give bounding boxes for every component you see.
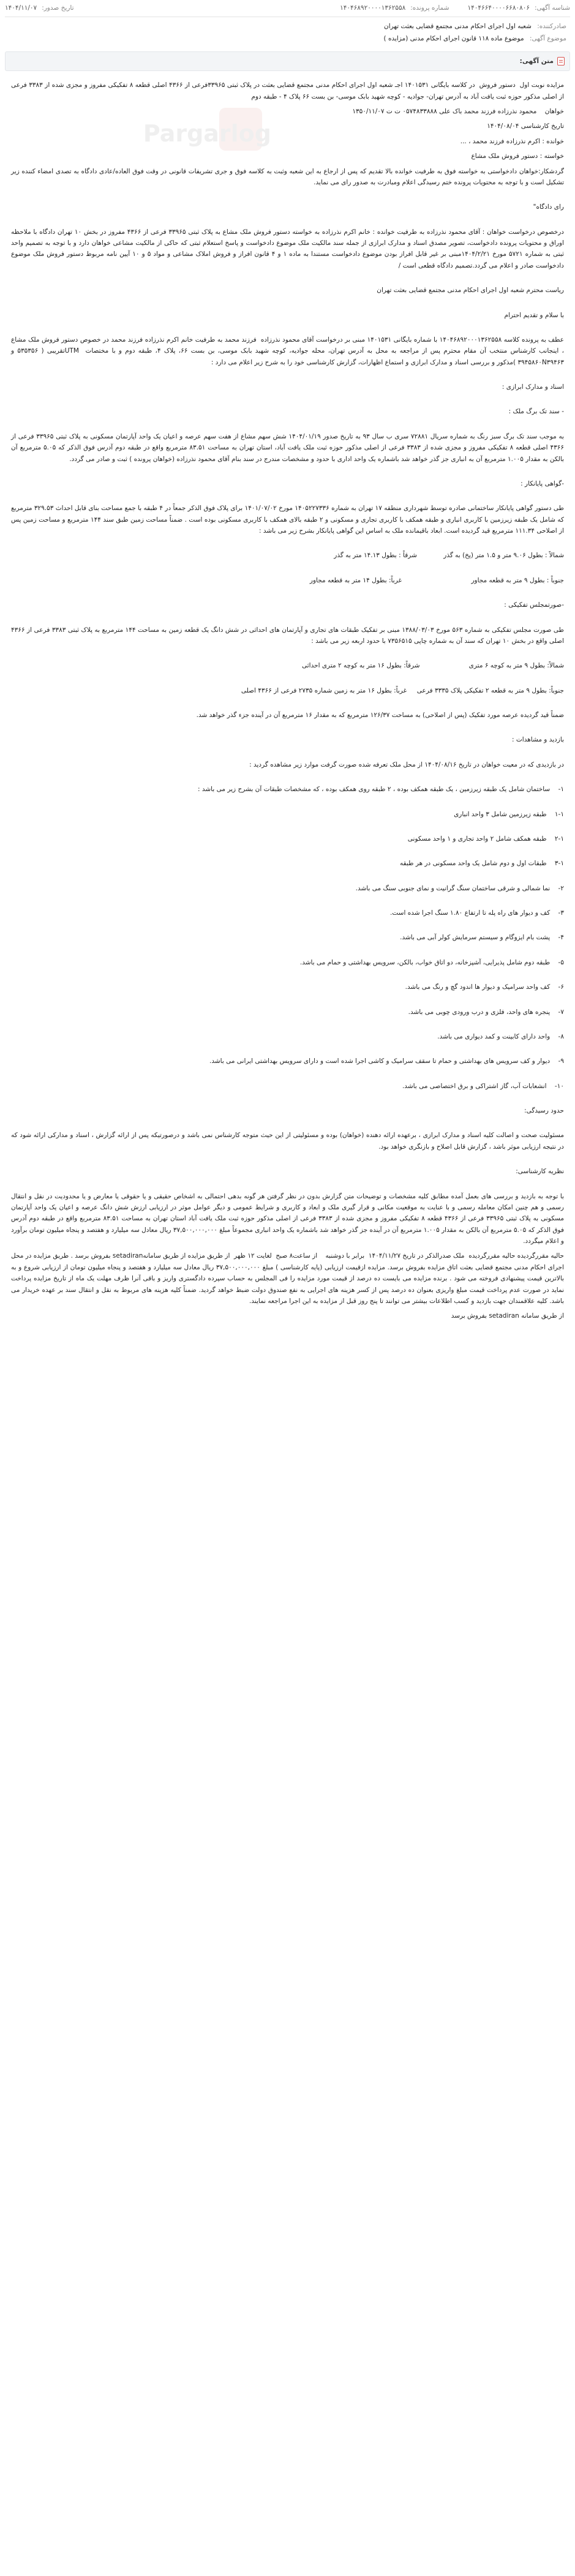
- notice-paragraph: ۶- کف واحد سرامیک و دیوار ها اندود گچ و رنگ می باشد.: [405, 983, 564, 991]
- notice-paragraph: در بازدیدی که در معیت خواهان در تاریخ ۱۴۰۴/۰۸/۱۶ از محل ملک تعرفه شده صورت گرفت موارد زیر مشاهده گردید :: [249, 760, 564, 768]
- notice-header-bar: [5, 0, 570, 17]
- subject-label: موضوع آگهی:: [529, 34, 566, 42]
- notice-paragraph: ۲- نما شمالی و شرقی ساختمان سنگ گرانیت و نمای جنوبی سنگ می باشد.: [355, 884, 564, 892]
- notice-paragraph: اسناد و مدارک ابرازی :: [502, 383, 564, 391]
- notice-paragraph: ۳-۱ طبقات اول و دوم شامل یک واحد مسکونی در هر طبقه: [400, 860, 564, 868]
- notice-paragraph: با توجه به بازدید و بررسی های بعمل آمده مطابق کلیه مشخصات و توضیحات متن گزارش بدون در نظر گرفتن هر گونه بدهی احتمالی به اشخاص حقیقی و یا حقوقی یا معارض و یا محدودیت در نقل و انتقال رسمی و هم چنین امکان معامله رسمی و با عنایت به موقعیت مکانی و قرار گیری ملک و ابعاد و کاربری و شرایط عمومی و دیگر عوامل موثر در ارزیابی ارزش شش دانگ عرصه و اعیان یک واحد آپارتمان مسکونی به پلاک ثبتی ۳۳۹۶۵ فرعی از ۴۳۶۶ قطعه ۸ تفکیکی مفروز و مجزی شده از ۳۳۸۳ فرعی از اصلی مذکور حوزه ثبت ملک یافت آباد استان تهران به مساحت ۸۳.۵۱ مترمربع واقع در طبقه دوم آدرس فوق الذکر که ۵.۰۵ مترمربع آن بالکن به مقدار ۱.۰۰۵ مترمربع آن در آینده جز گذر خواهد شد باشماره یک واحد انباری مجموعاً مبلغ ۳۷,۵۰۰,۰۰۰,۰۰۰ ریال معادل سه میلیارد و هفتصد و پنجاه میلیون تومان برآورد و اعلام میگردد.: [9, 1192, 565, 1245]
- watermark-text: Pargarlog: [143, 120, 271, 148]
- notice-paragraph: حالیه مقررگردیده حالیه مقررگردیده ملک صدرالذکر در تاریخ ۱۴۰۴/۱۱/۲۷ برابر با دوشنبه از ساعت۸ صبح لغایت ۱۲ ظهر از طریق مزایده از طریق سامانهsetadiran بفروش برسد . طریق مزایده در محل اجرای احکام مدنی مجتمع قضایی بعثت اتاق مزایده بفروش برسد. مزایده ازقیمت ارزیابی (پایه کارشناسی ) مبلغ ۳۷,۵۰۰,۰۰۰,۰۰۰ ریال معادل سه میلیارد و هفتصد و پنجاه میلیون تومان از ارزیابی شروع و به بالاترین قیمت پیشنهادی فروخته می شود . برنده مزایده می بایست ده درصد از قیمت مورد مزایده را فی المجلس به حساب سپرده دادگستری واریز و باقی آنرا ظرف مهلت یک ماه از تاریخ مزایده پرداخت نماید در صورت عدم پرداخت قیمت مبلغ واریزی بعنوان ده درصد پس از کسر هزینه های اجرایی به نفع صندوق دولت ضبط خواهد گردید. ضمناً کلیه هزینه های مربوط به نقل و انتقال سند بر عهده خریدار می باشد. کلیه علاقمندان جهت بازدید و کسب اطلاعات بیشتر می توانند تا پنج روز قبل از مزایده به این اجرا مراجعه نمایند.: [9, 1252, 565, 1305]
- notice-paragraph: ۸- واحد دارای کابینت و کمد دیواری می باشد.: [437, 1032, 564, 1040]
- issue-date: [5, 2, 74, 13]
- notice-paragraph: جنوباً: بطول ۹ متر به قطعه ۲ تفکیکی پلاک ۳۳۳۵ فرعی غرباً: بطول ۱۶ متر به زمین شماره ۲۷۳۵ فرعی از ۴۳۶۶ اصلی: [241, 686, 564, 694]
- case-number-label: شماره پرونده:: [410, 4, 449, 12]
- notice-paragraph: -صورتمجلس تفکیکی :: [504, 601, 564, 609]
- notice-paragraph: با سلام و تقدیم احترام: [504, 311, 564, 319]
- issuer-value: شعبه اول اجرای احکام مدنی مجتمع قضایی بعثت تهران: [383, 23, 532, 30]
- notice-paragraph: طی صورت مجلس تفکیکی به شماره ۵۶۳ مورخ ۱۳۸۸/۰۳/۰۳ مبنی بر تفکیک طبقات های تجاری و آپارتمان های احداثی در شش دانگ یک قطعه زمین به مساحت ۱۴۴ مترمربع به پلاک ثبتی ۳۳۸۳ فرعی از ۴۳۶۶ اصلی واقع در بخش ۱۰ تهران که سند آن به شماره چاپی ۷۳۵۶۵۱۵ با حدود اربعه زیر می باشد :: [9, 626, 564, 645]
- issue-date-label: تاریخ صدور:: [42, 4, 74, 12]
- notice-body: [5, 71, 570, 1330]
- notice-paragraph: شمالاً : بطول ۹.۰۶ متر و ۱.۵ متر (پخ) به گذر شرقاً : بطول ۱۴.۱۳ متر به گذر: [334, 552, 564, 560]
- header-right-group: [340, 2, 570, 13]
- notice-paragraph: تاریخ کارشناسی ۱۴۰۴/۰۸/۰۴: [487, 122, 564, 130]
- notice-paragraph: ۳- کف و دیوار های راه پله تا ارتفاع ۱.۸۰ سنگ اجرا شده است.: [390, 909, 564, 917]
- subject-value: موضوع ماده ۱۱۸ قانون اجرای احکام مدنی (مزایده ): [383, 34, 524, 42]
- notice-paragraph: ۹- دیوار و کف سرویس های بهداشتی و حمام تا سقف سرامیک و کاشی اجرا شده است و دارای سرویس بهداشتی ایرانی می باشد.: [209, 1057, 564, 1065]
- notice-paragraph: طی دستور گواهی پایانکار ساختمانی صادره توسط شهرداری منطقه ۱۷ تهران به شماره ۱۴۰۵۲۲۷۳۳۶ مورخ ۱۴۰۱/۰۷/۰۲ برای پلاک فوق الذکر جمعاً در ۴ طبقه با جمع مساحت بنای قابل احداث ۳۲۹.۵۳ مترمربع که شامل یک طبقه زیرزمین با کاربری انباری و طبقه همکف با کاربری تجاری و مسکونی و ۲ طبقه بالای همکف با کاربری مسکونی بوده است . ضمناً مساحت زمین طبق سند ۱۴۴ مترمربع و مساحت زمین پس از اصلاحی ۱۱۱.۳۴ مترمربع قید گردیده است. ابعاد باقیمانده ملک به اساس این گواهی پایانکار بشرح زیر می باشد :: [9, 505, 564, 535]
- notice-paragraph: نظریه کارشناسی:: [516, 1168, 564, 1176]
- notice-paragraph: شمالاً: بطول ۹ متر به کوچه ۶ متری شرقاً: بطول ۱۶ متر به کوچه ۲ متری احداثی: [301, 662, 564, 670]
- notice-paragraph: ۱۰- انشعابات آب، گاز اشتراکی و برق اختصاصی می باشد.: [402, 1082, 564, 1090]
- issue-date-value: ۱۴۰۴/۱۱/۰۷: [5, 4, 37, 12]
- issuer-label: صادرکننده:: [537, 23, 566, 30]
- notice-paragraph: ۲-۱ طبقه همکف شامل ۲ واحد تجاری و ۱ واحد مسکونی: [407, 835, 564, 843]
- notice-paragraph: رای دادگاه": [533, 203, 564, 211]
- notice-meta: [5, 17, 570, 48]
- notice-paragraph: عطف به پرونده کلاسه ۱۴۰۴۶۸۹۲۰۰۰۱۳۶۲۵۵۸ با شماره بایگانی ۱۴۰۱۵۳۱ مبنی بر درخواست آقای محمود نذرزاده فرزند محمد به طرفیت خانم اکرم نذرزاده فرزند محمد در خصوص دستور فروش ملک مشاع ، اینجانب کارشناس منتخب آن مقام محترم پس از مراجعه به محل به آدرس تهران، محله جوادیه، کوچه شهید بابک موسی، بن بست ۶۶، پلاک ۴، طبقه دوم و با مختصات UTMتقریبی ( ۵۳۵۳۵۶ و ۳۹۴۵۸۶۰N۳۹۴۶۳ )مذکور و بررسی اسناد و مدارک ابرازی و استماع اظهارات، گزارش کارشناسی خود را به شرح زیر اعلام می دارد :: [9, 336, 565, 366]
- issuer-row: [9, 21, 566, 33]
- notice-paragraph: مسئولیت صحت و اصالت کلیه اسناد و مدارک ابرازی ، برعهده ارائه دهنده (خواهان) بوده و مسئولیتی از این حیث متوجه کارشناس نمی باشد و درصورتیکه پس از ارائه گزارش ، اسناد و مدارکی ارائه شود که در نتیجه ارزیابی موثر باشد ، گزارش قابل اصلاح و بازنگری خواهد بود.: [9, 1132, 564, 1151]
- notice-paragraph: خوانده : اکرم نذرزاده فرزند محمد ، ...: [460, 137, 564, 145]
- notice-paragraph: از طریق سامانه setadiran بفروش برسد: [451, 1312, 564, 1320]
- notice-paragraph: خواهان محمود نذرزاده فرزند محمد باک علی ۰۵۷۴۸۳۳۸۸۸ ت ت ۱۳۵۰/۱۱/۰۷: [352, 108, 564, 115]
- subject-row: [9, 33, 566, 45]
- notice-paragraph: جنوباً : بطول ۹ متر به قطعه مجاور غرباً: بطول ۱۴ متر به قطعه مجاور: [309, 576, 564, 584]
- notice-paragraph: ۱- ساختمان شامل یک طبقه زیرزمین ، یک طبقه همکف بوده ، ۲ طبقه روی همکف بوده ، که مشخصات طبقات آن بشرح زیر می باشد :: [197, 786, 564, 794]
- notice-paragraph: گردشکار:خواهان دادخواستی به خواسته فوق به طرفیت خوانده بالا تقدیم که پس از ارجاع به این شعبه وثبت به کلاسه فوق و جری تشریفات قانونی در وقت فوق العاده/عادی دادگاه به تصدی امضاء کننده زیر تشکیل است و با توجه به محتویات پرونده ختم رسیدگی اعلام ومبادرت به صدور رای می نماید.: [9, 167, 564, 186]
- notice-body-lines: [11, 80, 564, 1321]
- notice-paragraph: خواسته : دستور فروش ملک مشاع: [471, 152, 564, 160]
- case-number: [340, 2, 449, 13]
- notice-paragraph: ۴- پشت بام ایزوگام و سیستم سرمایش کولر آبی می باشد.: [400, 934, 564, 942]
- notice-paragraph: مزایده نوبت اول دستور فروش در کلاسه بایگانی ۱۴۰۱۵۳۱ اجـ شعبه اول اجرای احکام مدنی مجتمع قضایی بعثت در پلاک ثبتی ۳۳۹۶۵فرعی از ۴۳۶۶ اصلی قطعه ۸ تفکیکی مفروز و مجزی شده از ۳۳۸۳ فرعی از اصلی مذکور حوزه ثبت یافت آباد به آدرس تهران- جوادیه - کوچه شهید بابک موسی- بن بست ۶۶ پلاک ۴ - طبقه دوم: [9, 81, 564, 100]
- tracking-id-label: شناسه آگهی:: [535, 4, 570, 12]
- case-number-value: ۱۴۰۴۶۸۹۲۰۰۰۰۱۳۶۲۵۵۸: [340, 4, 406, 12]
- notice-paragraph: ۱-۱ طبقه زیرزمین شامل ۳ واحد انباری: [454, 810, 564, 818]
- notice-paragraph: ریاست محترم شعبه اول اجرای احکام مدنی مجتمع قضایی بعثت تهران: [377, 287, 564, 295]
- document-icon: [557, 57, 565, 66]
- notice-paragraph: ۷- پنجره های واحد، فلزی و درب ورودی چوبی می باشد.: [408, 1008, 564, 1016]
- notice-paragraph: درخصوص درخواست خواهان : آقای محمود نذرزاده به طرفیت خوانده : خانم اکرم نذرزاده به خواسته دستور فروش ملک مشاع به پلاک ثبتی ۳۳۹۶۵ فرعی از ۴۳۶۶ مفروز در بخش ۱۰ تهران دادگاه با ملاحظه اوراق و محتویات پرونده دادخواست، تصویر مصدق اسناد و مدارک ابرازی از جمله سند مالکیت ملک موضوع دادخواست و پاسخ استعلام ثبتی که حاکی از مالکیت مشاعی خواهان دارد و با توجه به تصمیم واحد ثبتی به شماره ۵۷۲۱ مورخ ۱۴۰۴/۲/۲۱مبنی بر غیر قابل افراز بودن موضوع دادخواست مستندا به ماده ۱ و ۴ قانون افراز و فروش املاک مشاعی و مواد ۵ و ۱۰ آیین نامه مربوط دستور فروش ملک موضوع دادخواست صادر و اعلام می گردد.تصمیم دادگاه قطعی است /: [9, 228, 564, 269]
- tracking-id: [468, 2, 571, 13]
- notice-paragraph: ۵- طبقه دوم شامل پذیرایی، آشپزخانه، دو اتاق خواب، بالکن، سرویس بهداشتی و حمام می باشد.: [299, 958, 564, 966]
- tracking-id-value: ۱۴۰۴۶۶۴۰۰۰۰۶۶۸۰۸۰۶: [467, 4, 530, 12]
- notice-paragraph: حدود رسیدگی:: [524, 1107, 564, 1114]
- notice-paragraph: به موجب سند تک برگ سبز رنگ به شماره سریال ۷۲۸۸۱ سری ب سال ۹۳ به تاریخ صدور ۱۴۰۴/۰۱/۱۹ شش سهم مشاع از هفت سهم عرصه و اعیان یک واحد آپارتمان مسکونی به پلاک ثبتی ۳۳۹۶۵ فرعی از ۴۳۶۶ اصلی قطعه ۸ تفکیکی مفروز و مجزی شده از ۳۳۸۳ فرعی از اصلی مذکور حوزه ثبت ملک یافت آباد، استان تهران به مساحت ۸۳.۵۱ مترمربع واقع در طبقه دوم آدرس فوق الذکر که ۵.۰۵ مترمربع آن بالکن به مقدار ۱.۰۰۵ مترمربع آن به انباری جز گذر خواهد شد باشماره یک واحد اداری با حدود و مشخصات مندرج در سند بنام آقای محمود نذرزاده (خواهان پرونده ) ثبت و صادر می گردد.: [9, 432, 564, 463]
- notice-paragraph: ضمناً قید گردیده عرصه مورد تفکیک (پس از اصلاحی) به مساحت ۱۲۶/۳۷ مترمربع که به مقدار ۱۶ مترمربع آن در آینده جزء گذر خواهد شد.: [196, 712, 564, 719]
- notice-text-heading: [5, 51, 570, 71]
- notice-paragraph: - سند تک برگ ملک :: [508, 408, 564, 416]
- notice-paragraph: بازدید و مشاهدات :: [512, 736, 564, 744]
- notice-text-heading-label: متن آگهی:: [519, 57, 554, 65]
- notice-paragraph: -گواهی پایانکار :: [521, 479, 564, 487]
